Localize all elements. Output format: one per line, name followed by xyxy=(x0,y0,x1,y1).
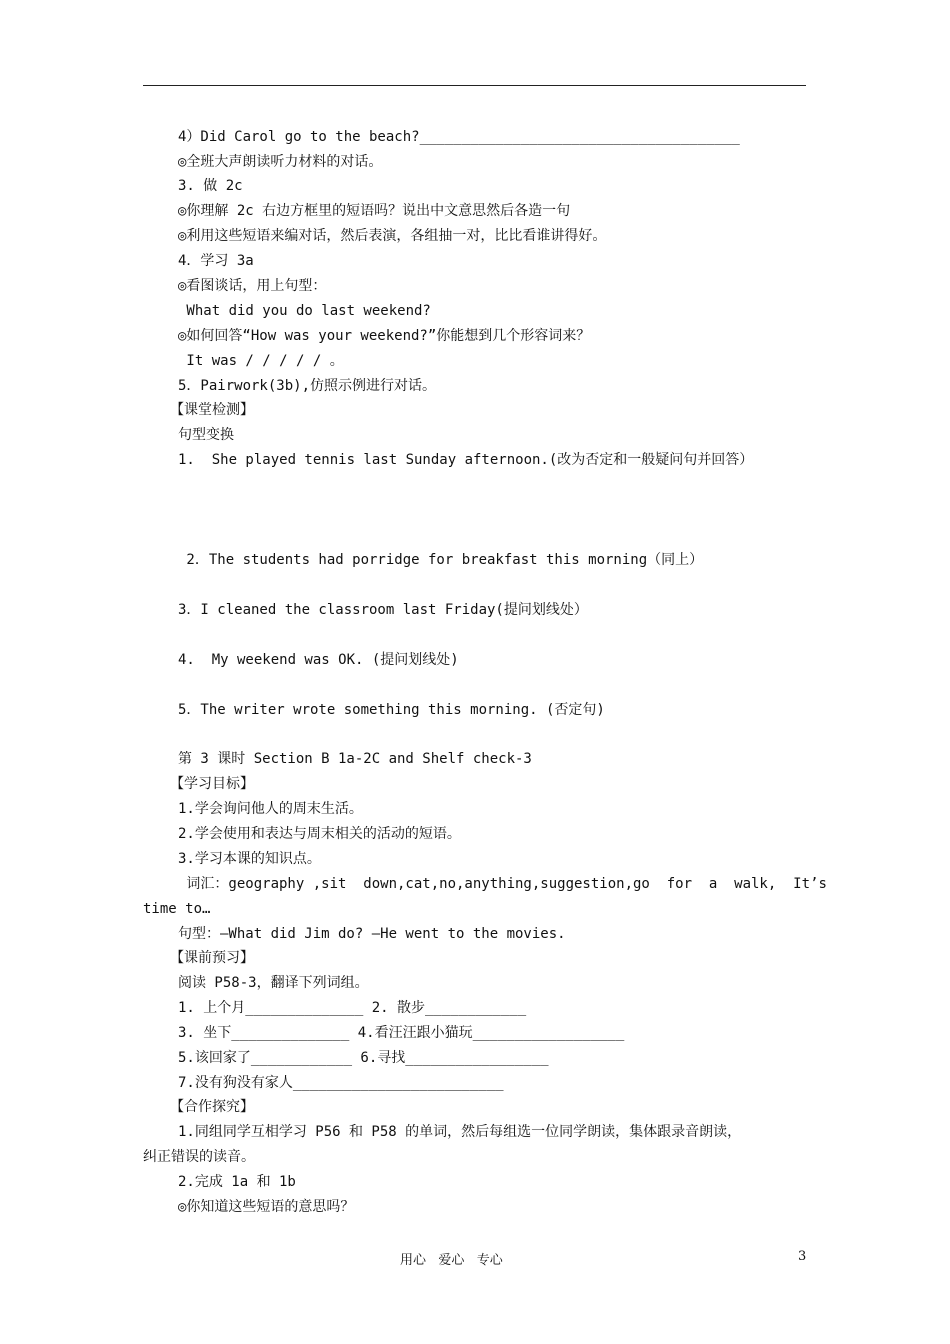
exercise-item: 5．The writer wrote something this morning. (否定句) xyxy=(178,702,605,718)
instruction-line: 阅读 P58-3，翻译下列词组。 xyxy=(178,975,369,991)
section-heading: 【课前预习】 xyxy=(170,950,254,966)
footer-motto: 用心 爱心 专心 xyxy=(400,1253,503,1268)
exercise-item: 3．I cleaned the classroom last Friday(提问划线处） xyxy=(178,602,588,618)
step-heading: 3. 做 2c xyxy=(178,178,243,194)
exercise-item: 4. My weekend was OK. (提问划线处) xyxy=(178,652,459,668)
instruction-line: ◎如何回答“How was your weekend?”你能想到几个形容词来？ xyxy=(178,328,591,344)
vocabulary-line-continued: time to… xyxy=(143,901,211,917)
section-heading: 【学习目标】 xyxy=(170,776,254,792)
step-heading: 5．Pairwork(3b),仿照示例进行对话。 xyxy=(178,378,437,394)
translation-item: 3. 坐下______________ 4.看汪汪跟小猫玩__________________ xyxy=(178,1025,625,1041)
translation-item: 1. 上个月______________ 2. 散步____________ xyxy=(178,1000,527,1016)
subheading: 句型变换 xyxy=(178,427,234,443)
instruction-line: ◎你理解 2c 右边方框里的短语吗？说出中文意思然后各造一句 xyxy=(178,203,571,219)
exercise-item: 1. She played tennis last Sunday afternoon.(改为否定和一般疑问句并回答） xyxy=(178,452,754,468)
activity-item: 1.同组同学互相学习 P56 和 P58 的单词，然后每组选一位同学朗读，集体跟录音朗读， xyxy=(178,1124,742,1140)
step-heading: 4．学习 3a xyxy=(178,253,254,269)
objective-item: 1.学会询问他人的周末生活。 xyxy=(178,801,363,817)
instruction-line: ◎利用这些短语来编对话，然后表演，各组抽一对，比比看谁讲得好。 xyxy=(178,228,607,244)
lesson-title: 第 3 课时 Section B 1a-2C and Shelf check-3 xyxy=(178,751,532,767)
vocabulary-line: 词汇：geography ,sit down,cat,no,anything,suggestion,go for a walk, It’s xyxy=(178,876,827,892)
activity-item-continued: 纠正错误的读音。 xyxy=(143,1149,255,1165)
instruction-line: ◎全班大声朗读听力材料的对话。 xyxy=(178,154,383,170)
exercise-item: 2．The students had porridge for breakfast this morning（同上） xyxy=(178,552,704,568)
example-sentence: It was / / / / / 。 xyxy=(178,353,344,369)
page-number: 3 xyxy=(798,1249,807,1264)
question-line-4: 4）Did Carol go to the beach?______________________________________ xyxy=(178,129,740,145)
instruction-line: ◎看图谈话，用上句型： xyxy=(178,278,327,294)
example-sentence: What did you do last weekend? xyxy=(178,303,431,319)
section-heading: 【合作探究】 xyxy=(170,1099,254,1115)
translation-item: 7.没有狗没有家人_________________________ xyxy=(178,1075,504,1091)
objective-item: 3.学习本课的知识点。 xyxy=(178,851,321,867)
instruction-line: ◎你知道这些短语的意思吗？ xyxy=(178,1199,355,1215)
activity-item: 2.完成 1a 和 1b xyxy=(178,1174,296,1190)
sentence-pattern-line: 句型：—What did Jim do? —He went to the movies. xyxy=(178,926,566,942)
objective-item: 2.学会使用和表达与周末相关的活动的短语。 xyxy=(178,826,461,842)
header-rule xyxy=(143,85,806,86)
section-heading: 【课堂检测】 xyxy=(170,402,254,418)
translation-item: 5.该回家了____________ 6.寻找_________________ xyxy=(178,1050,549,1066)
